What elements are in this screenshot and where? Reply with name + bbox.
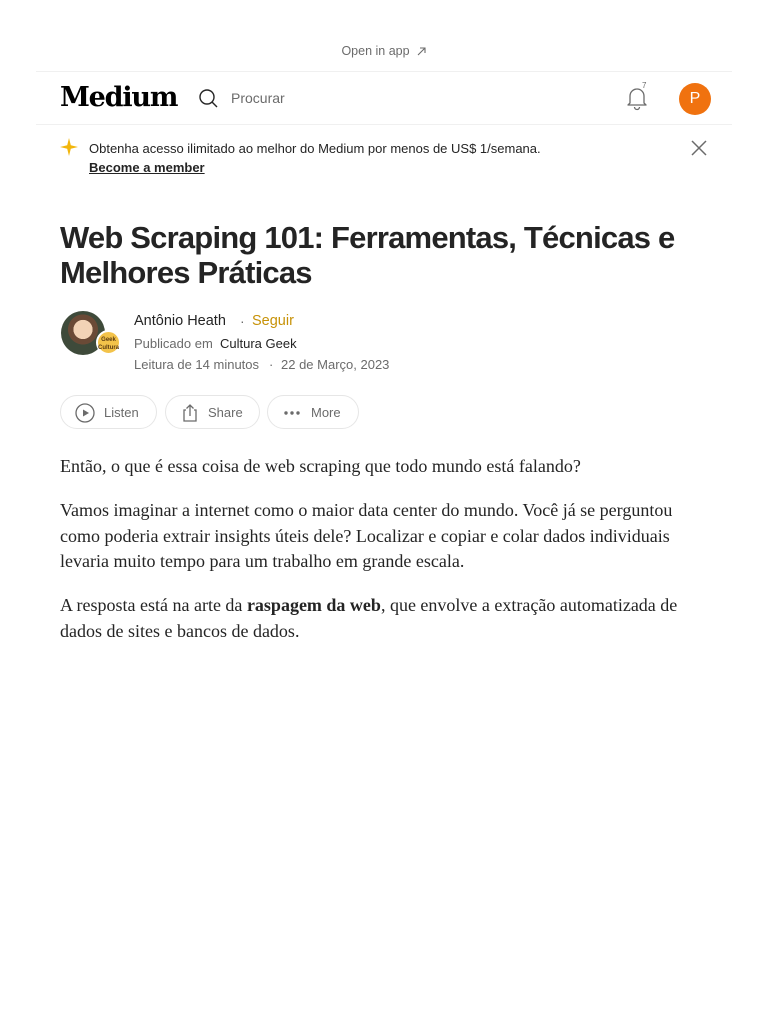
medium-logo[interactable]: Medium [60, 82, 178, 113]
open-in-app-label: Open in app [341, 44, 410, 58]
close-icon[interactable] [689, 138, 709, 158]
paragraph-text: , que envolve a extração automatizada de dados de sites e bancos de dados. [60, 595, 678, 641]
become-member-link[interactable]: Become a member [89, 160, 205, 175]
play-icon [74, 402, 96, 424]
share-icon [179, 402, 201, 424]
search-input[interactable]: Procurar [231, 90, 285, 106]
publication-link[interactable]: Cultura Geek [220, 336, 297, 351]
article-paragraph [60, 593, 710, 644]
search-icon[interactable] [197, 87, 219, 109]
header-divider [36, 124, 732, 125]
meta-separator: · [240, 313, 245, 329]
publication-logo[interactable] [96, 330, 121, 355]
article-paragraph: Vamos imaginar a internet como o maior data center do mundo. Você já se perguntou como poderia extrair insights úteis dele? Localizar e copiar e colar dados individuais levaria muito tempo para um trabalho em grande escala. [60, 500, 673, 571]
publication-logo-text: Geek Cultura [98, 337, 119, 351]
article-paragraph: Então, o que é essa coisa de web scraping que todo mundo está falando? [60, 456, 581, 476]
paragraph-text: A resposta está na arte da [60, 595, 247, 615]
membership-banner [0, 132, 768, 182]
external-arrow-icon [416, 46, 427, 60]
banner-text: Obtenha acesso ilimitado ao melhor do Medium por menos de US$ 1/semana. [89, 141, 541, 156]
follow-button[interactable]: Seguir [252, 313, 294, 329]
more-label: More [311, 405, 341, 420]
read-time: Leitura de 14 minutos [134, 357, 260, 372]
share-label: Share [208, 405, 243, 420]
user-avatar[interactable]: P [679, 83, 711, 115]
site-header [0, 72, 768, 124]
more-button[interactable] [267, 395, 359, 429]
article-title: Web Scraping 101: Ferramentas, Técnicas e Melhores Práticas [60, 220, 675, 290]
meta-separator: · [269, 357, 274, 372]
author-name[interactable]: Antônio Heath [134, 313, 226, 329]
published-in-label: Publicado em [134, 336, 213, 351]
listen-label: Listen [104, 405, 139, 420]
listen-button[interactable] [60, 395, 157, 429]
share-button[interactable] [165, 395, 260, 429]
open-in-app-link[interactable] [0, 44, 768, 60]
publish-date: 22 de Março, 2023 [281, 357, 390, 372]
sparkle-icon [60, 138, 78, 156]
more-dots-icon [281, 402, 303, 424]
notification-count: 7 [642, 81, 647, 90]
bold-phrase: raspagem da web [246, 595, 381, 615]
